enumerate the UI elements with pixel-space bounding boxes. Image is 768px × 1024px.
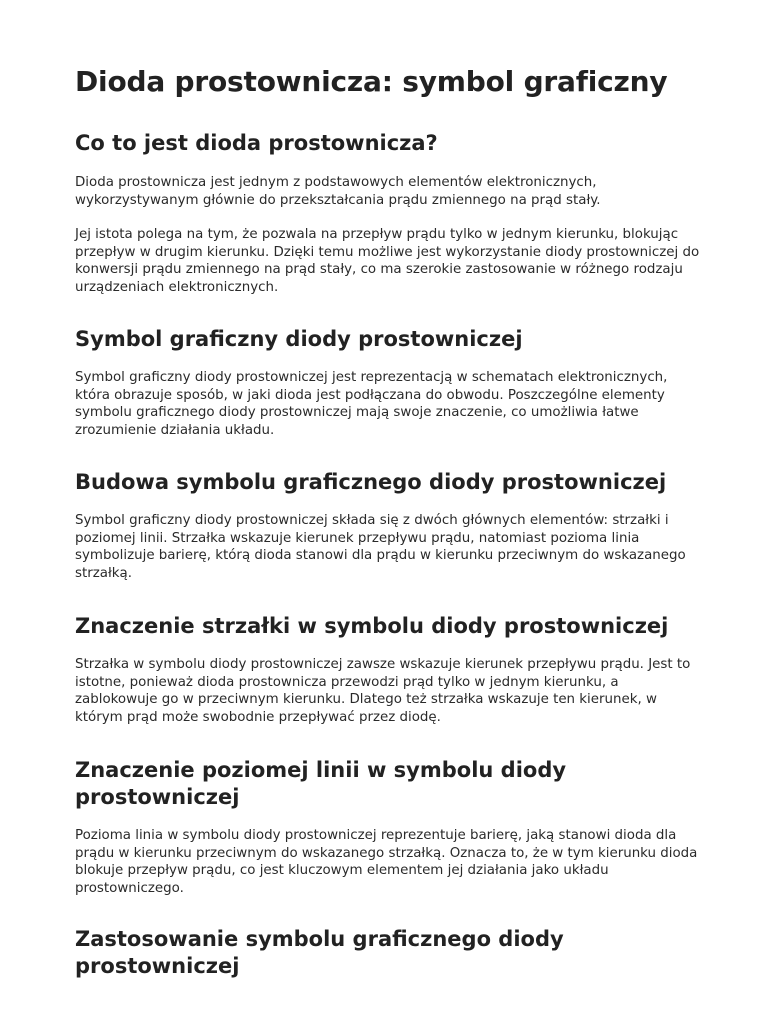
- section-heading-symbol: Symbol graficzny diody prostowniczej: [75, 327, 523, 351]
- page-title: Dioda prostownicza: symbol graficzny: [75, 65, 668, 98]
- section-heading-arrow-meaning: Znaczenie strzałki w symbolu diody prostowniczej: [75, 614, 669, 638]
- section-heading-what-is: Co to jest dioda prostownicza?: [75, 131, 438, 155]
- section-paragraph: Strzałka w symbolu diody prostowniczej zawsze wskazuje kierunek przepływu prądu. Jest to istotne, ponieważ dioda prostownicza przewodzi prąd tylko w jednym kierunku, a zablokowuje go w przeciwnym kierunku. Dlatego też strzałka wskazuje ten kierunek, w którym prąd może swobodnie przepływać przez diodę.: [75, 657, 691, 725]
- section-paragraph: Pozioma linia w symbolu diody prostowniczej reprezentuje barierę, jaką stanowi dioda dla prądu w kierunku przeciwnym do wskazanego strzałką. Oznacza to, że w tym kierunku dioda blokuje przepływ prądu, co jest kluczowym elementem jej działania jako układu prostowniczego.: [75, 828, 698, 896]
- section-paragraph: Jej istota polega na tym, że pozwala na przepływ prądu tylko w jednym kierunku, blokując przepływ w drugim kierunku. Dzięki temu możliwe jest wykorzystanie diody prostowniczej do konwersji prądu zmiennego na prąd stały, co ma szerokie zastosowanie w różnego rodzaju urządzeniach elektronicznych.: [75, 227, 700, 295]
- section-paragraph: Symbol graficzny diody prostowniczej jest reprezentacją w schematach elektronicznych, która obrazuje sposób, w jaki dioda jest podłączana do obwodu. Poszczególne elementy symbolu graficznego diody prostowniczej mają swoje znaczenie, co umożliwia łatwe zrozumienie działania układu.: [75, 370, 668, 438]
- section-heading-line-meaning: Znaczenie poziomej linii w symbolu diody prostowniczej: [75, 758, 567, 809]
- section-heading-structure: Budowa symbolu graficznego diody prostowniczej: [75, 470, 667, 494]
- section-heading-application: Zastosowanie symbolu graficznego diody prostowniczej: [75, 927, 564, 978]
- section-paragraph: Symbol graficzny diody prostowniczej składa się z dwóch głównych elementów: strzałki i poziomej linii. Strzałka wskazuje kierunek przepływu prądu, natomiast pozioma linia symbolizuje barierę, którą dioda stanowi dla prądu w kierunku przeciwnym do wskazanego strzałką.: [75, 513, 686, 581]
- section-paragraph: Dioda prostownicza jest jednym z podstawowych elementów elektronicznych, wykorzystywanym głównie do przekształcania prądu zmiennego na prąd stały.: [75, 175, 601, 208]
